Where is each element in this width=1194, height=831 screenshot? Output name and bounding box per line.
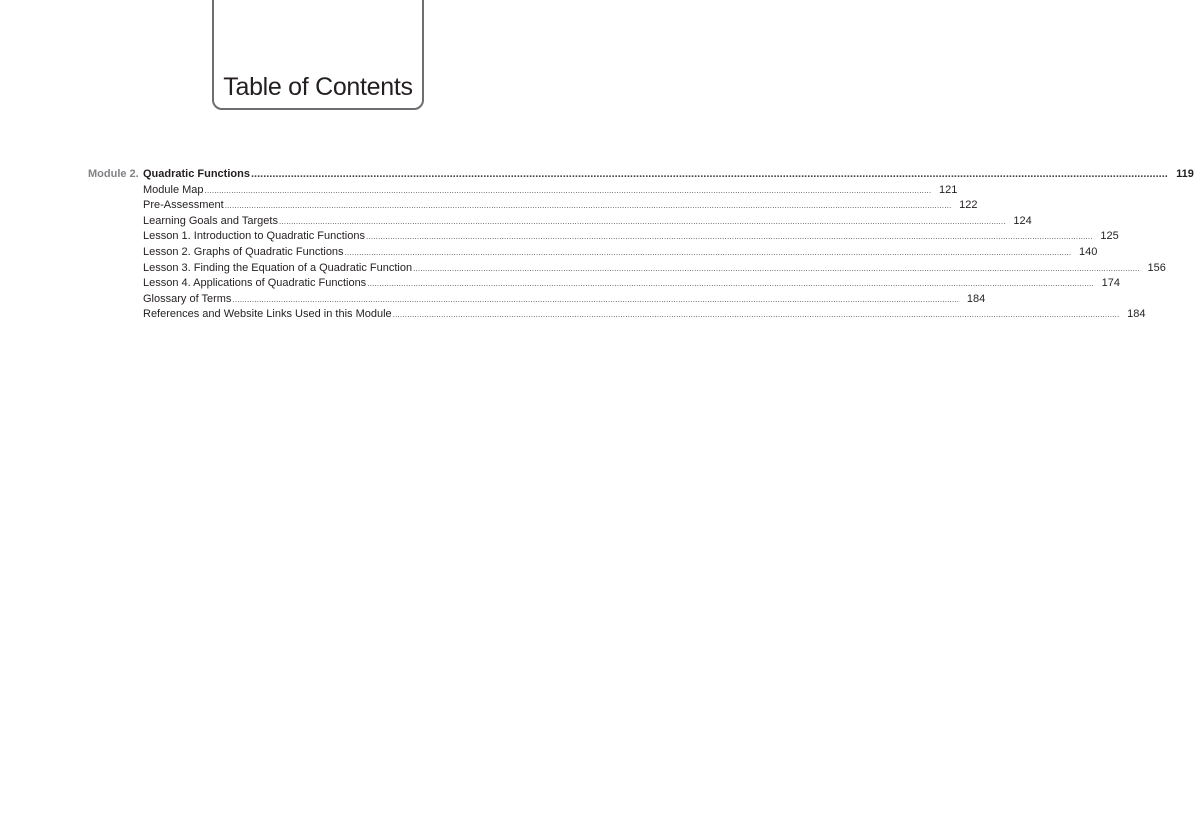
toc-entry-page: 124 <box>1013 215 1032 227</box>
dot-leader: ............................................................................................................................................................................................................................................................................................................ <box>392 310 1120 319</box>
toc-entry-page: 184 <box>1127 308 1146 320</box>
toc-entry-page: 184 <box>966 293 986 305</box>
dot-leader: ............................................................................................................................................................................................................................................................................................................ <box>232 295 960 304</box>
toc-entry-page: 122 <box>959 199 978 211</box>
toc-entry-title: Lesson 4. Applications of Quadratic Functions <box>143 277 367 289</box>
toc-entry-page: 140 <box>1079 246 1098 258</box>
module-label: Module 2. <box>88 168 139 180</box>
toc-entry-title: Glossary of Terms <box>143 293 232 305</box>
toc-entry[interactable] <box>143 184 958 200</box>
dot-leader: ............................................................................................................................................................................................................................................................................................................ <box>278 217 1006 226</box>
dot-leader: ............................................................................................................................................................................................................................................................................................................ <box>250 168 1168 180</box>
toc-entry-title: Module Map <box>143 184 204 196</box>
toc-entry[interactable] <box>143 246 1098 262</box>
toc-module-heading[interactable] <box>143 168 1194 184</box>
toc-module-page: 119 <box>1176 168 1194 180</box>
toc-entry[interactable] <box>143 308 1146 324</box>
toc-entry[interactable] <box>143 215 1032 231</box>
dot-leader: ............................................................................................................................................................................................................................................................................................................ <box>204 186 932 195</box>
toc-module-title: Quadratic Functions <box>143 168 250 180</box>
page-title: Table of Contents <box>223 73 413 101</box>
dot-leader: ............................................................................................................................................................................................................................................................................................................ <box>367 279 1094 288</box>
toc-entry[interactable] <box>143 230 1119 246</box>
toc-entry-page: 121 <box>938 184 958 196</box>
toc-entry-title: Pre-Assessment <box>143 199 224 211</box>
toc-entry-title: Lesson 3. Finding the Equation of a Quadratic Function <box>143 262 413 274</box>
toc-entry-page: 156 <box>1147 262 1166 274</box>
toc-entry[interactable] <box>143 199 978 215</box>
title-tab <box>212 0 424 110</box>
toc-entry-title: References and Website Links Used in this Module <box>143 308 392 320</box>
toc-entry-title: Lesson 2. Graphs of Quadratic Functions <box>143 246 344 258</box>
toc-entry[interactable] <box>143 277 1120 293</box>
toc-entry-page: 174 <box>1101 277 1120 289</box>
toc-entry[interactable] <box>143 293 986 309</box>
dot-leader: ............................................................................................................................................................................................................................................................................................................ <box>224 201 952 210</box>
toc-entry-title: Lesson 1. Introduction to Quadratic Functions <box>143 230 365 242</box>
dot-leader: ............................................................................................................................................................................................................................................................................................................ <box>413 264 1140 273</box>
dot-leader: ............................................................................................................................................................................................................................................................................................................ <box>344 248 1072 257</box>
toc-entry[interactable] <box>143 262 1166 278</box>
toc-entry-page: 125 <box>1100 230 1119 242</box>
dot-leader: ............................................................................................................................................................................................................................................................................................................ <box>365 232 1093 241</box>
toc-entry-title: Learning Goals and Targets <box>143 215 278 227</box>
